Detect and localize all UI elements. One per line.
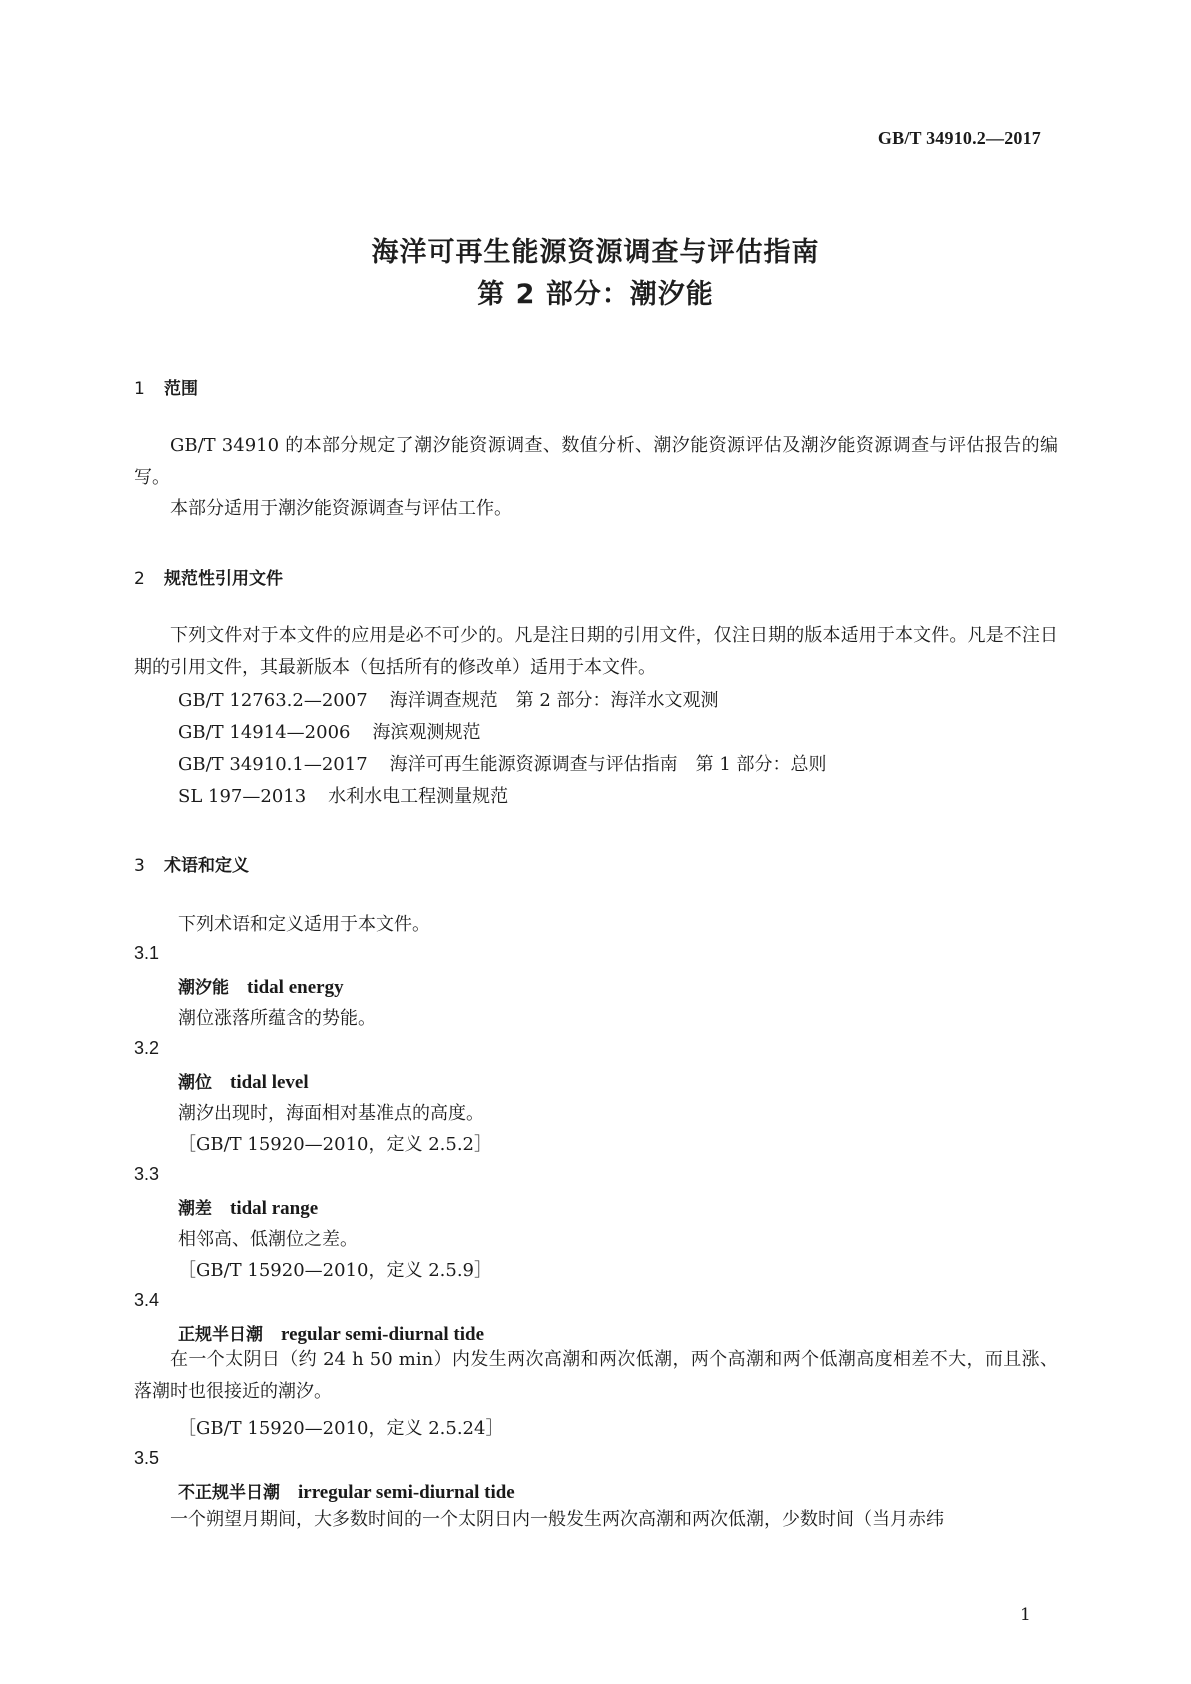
term-number: 3.5: [134, 1448, 160, 1468]
section-number: 1: [134, 379, 145, 399]
term-number: 3.3: [134, 1164, 160, 1184]
term-heading: [178, 973, 344, 999]
reference-item: [178, 718, 480, 744]
references-intro-paragraph: 下列文件对于本文件的应用是必不可少的。凡是注日期的引用文件，仅注日期的版本适用于本文件。凡是不注日期的引用文件，其最新版本（包括所有的修改单）适用于本文件。: [134, 625, 1058, 678]
term-en: tidal energy: [247, 977, 344, 998]
term-source: ［GB/T 15920—2010，定义 2.5.9］: [178, 1260, 492, 1281]
term-heading: [178, 1478, 515, 1504]
term-definition: 潮汐出现时，海面相对基准点的高度。: [178, 1103, 484, 1124]
term-en: irregular semi-diurnal tide: [298, 1482, 515, 1503]
document-code: GB/T 34910.2—2017: [877, 128, 1041, 148]
section-title: 规范性引用文件: [164, 569, 283, 589]
term-zh: 正规半日潮: [178, 1325, 263, 1345]
term-definition: 一个朔望月期间，大多数时间的一个太阴日内一般发生两次高潮和两次低潮，少数时间（当月赤纬: [170, 1509, 944, 1530]
term-definition: 潮位涨落所蕴含的势能。: [178, 1008, 376, 1029]
term-zh: 潮差: [178, 1199, 212, 1219]
section-2-heading: [134, 564, 283, 589]
term-en: regular semi-diurnal tide: [281, 1324, 485, 1345]
section-title: 范围: [164, 379, 198, 399]
section-number: 2: [134, 569, 145, 589]
terms-intro: 下列术语和定义适用于本文件。: [178, 914, 430, 935]
term-number: 3.1: [134, 943, 160, 963]
term-definition-block: [134, 1344, 1058, 1407]
term-en: tidal level: [230, 1072, 309, 1093]
term-number: 3.2: [134, 1038, 160, 1058]
reference-code: GB/T 12763.2—2007: [178, 690, 368, 711]
reference-title: 海洋调查规范 第 2 部分：海洋水文观测: [389, 690, 719, 711]
term-source: ［GB/T 15920—2010，定义 2.5.2］: [178, 1134, 492, 1155]
term-heading: [178, 1068, 309, 1094]
section-1-body: [134, 430, 1058, 525]
reference-title: 海洋可再生能源资源调查与评估指南 第 1 部分：总则: [389, 754, 827, 775]
reference-code: GB/T 14914—2006: [178, 722, 351, 743]
reference-title: 水利水电工程测量规范: [328, 786, 509, 807]
scope-applicability-paragraph: 本部分适用于潮汐能资源调查与评估工作。: [170, 498, 512, 519]
term-definition-block: [134, 1504, 1058, 1536]
reference-code: SL 197—2013: [178, 786, 307, 807]
scope-paragraph: GB/T 34910 的本部分规定了潮汐能资源调查、数值分析、潮汐能资源评估及潮汐能资源调查与评估报告的编写。: [134, 435, 1058, 488]
term-zh: 潮位: [178, 1073, 212, 1093]
term-zh: 不正规半日潮: [178, 1483, 280, 1503]
term-zh: 潮汐能: [178, 978, 229, 998]
term-definition: 在一个太阴日（约 24 h 50 min）内发生两次高潮和两次低潮，两个高潮和两个低潮高度相差不大，而且涨、落潮时也很接近的潮汐。: [134, 1349, 1058, 1402]
term-en: tidal range: [230, 1198, 319, 1219]
section-title: 术语和定义: [164, 856, 249, 876]
page-number: 1: [1020, 1605, 1031, 1625]
term-number: 3.4: [134, 1290, 160, 1310]
term-definition: 相邻高、低潮位之差。: [178, 1229, 358, 1250]
section-number: 3: [134, 856, 145, 876]
reference-title: 海滨观测规范: [372, 722, 481, 743]
term-heading: [178, 1320, 484, 1346]
document-subtitle: 第 2 部分：潮汐能: [477, 279, 714, 310]
reference-item: [178, 750, 827, 776]
section-2-intro: [134, 620, 1058, 683]
reference-code: GB/T 34910.1—2017: [178, 754, 368, 775]
term-source: ［GB/T 15920—2010，定义 2.5.24］: [178, 1418, 504, 1439]
section-3-heading: [134, 851, 249, 876]
document-title: 海洋可再生能源资源调查与评估指南: [371, 237, 820, 268]
reference-item: [178, 686, 719, 712]
term-heading: [178, 1194, 318, 1220]
reference-item: [178, 782, 508, 808]
section-1-heading: [134, 374, 198, 399]
